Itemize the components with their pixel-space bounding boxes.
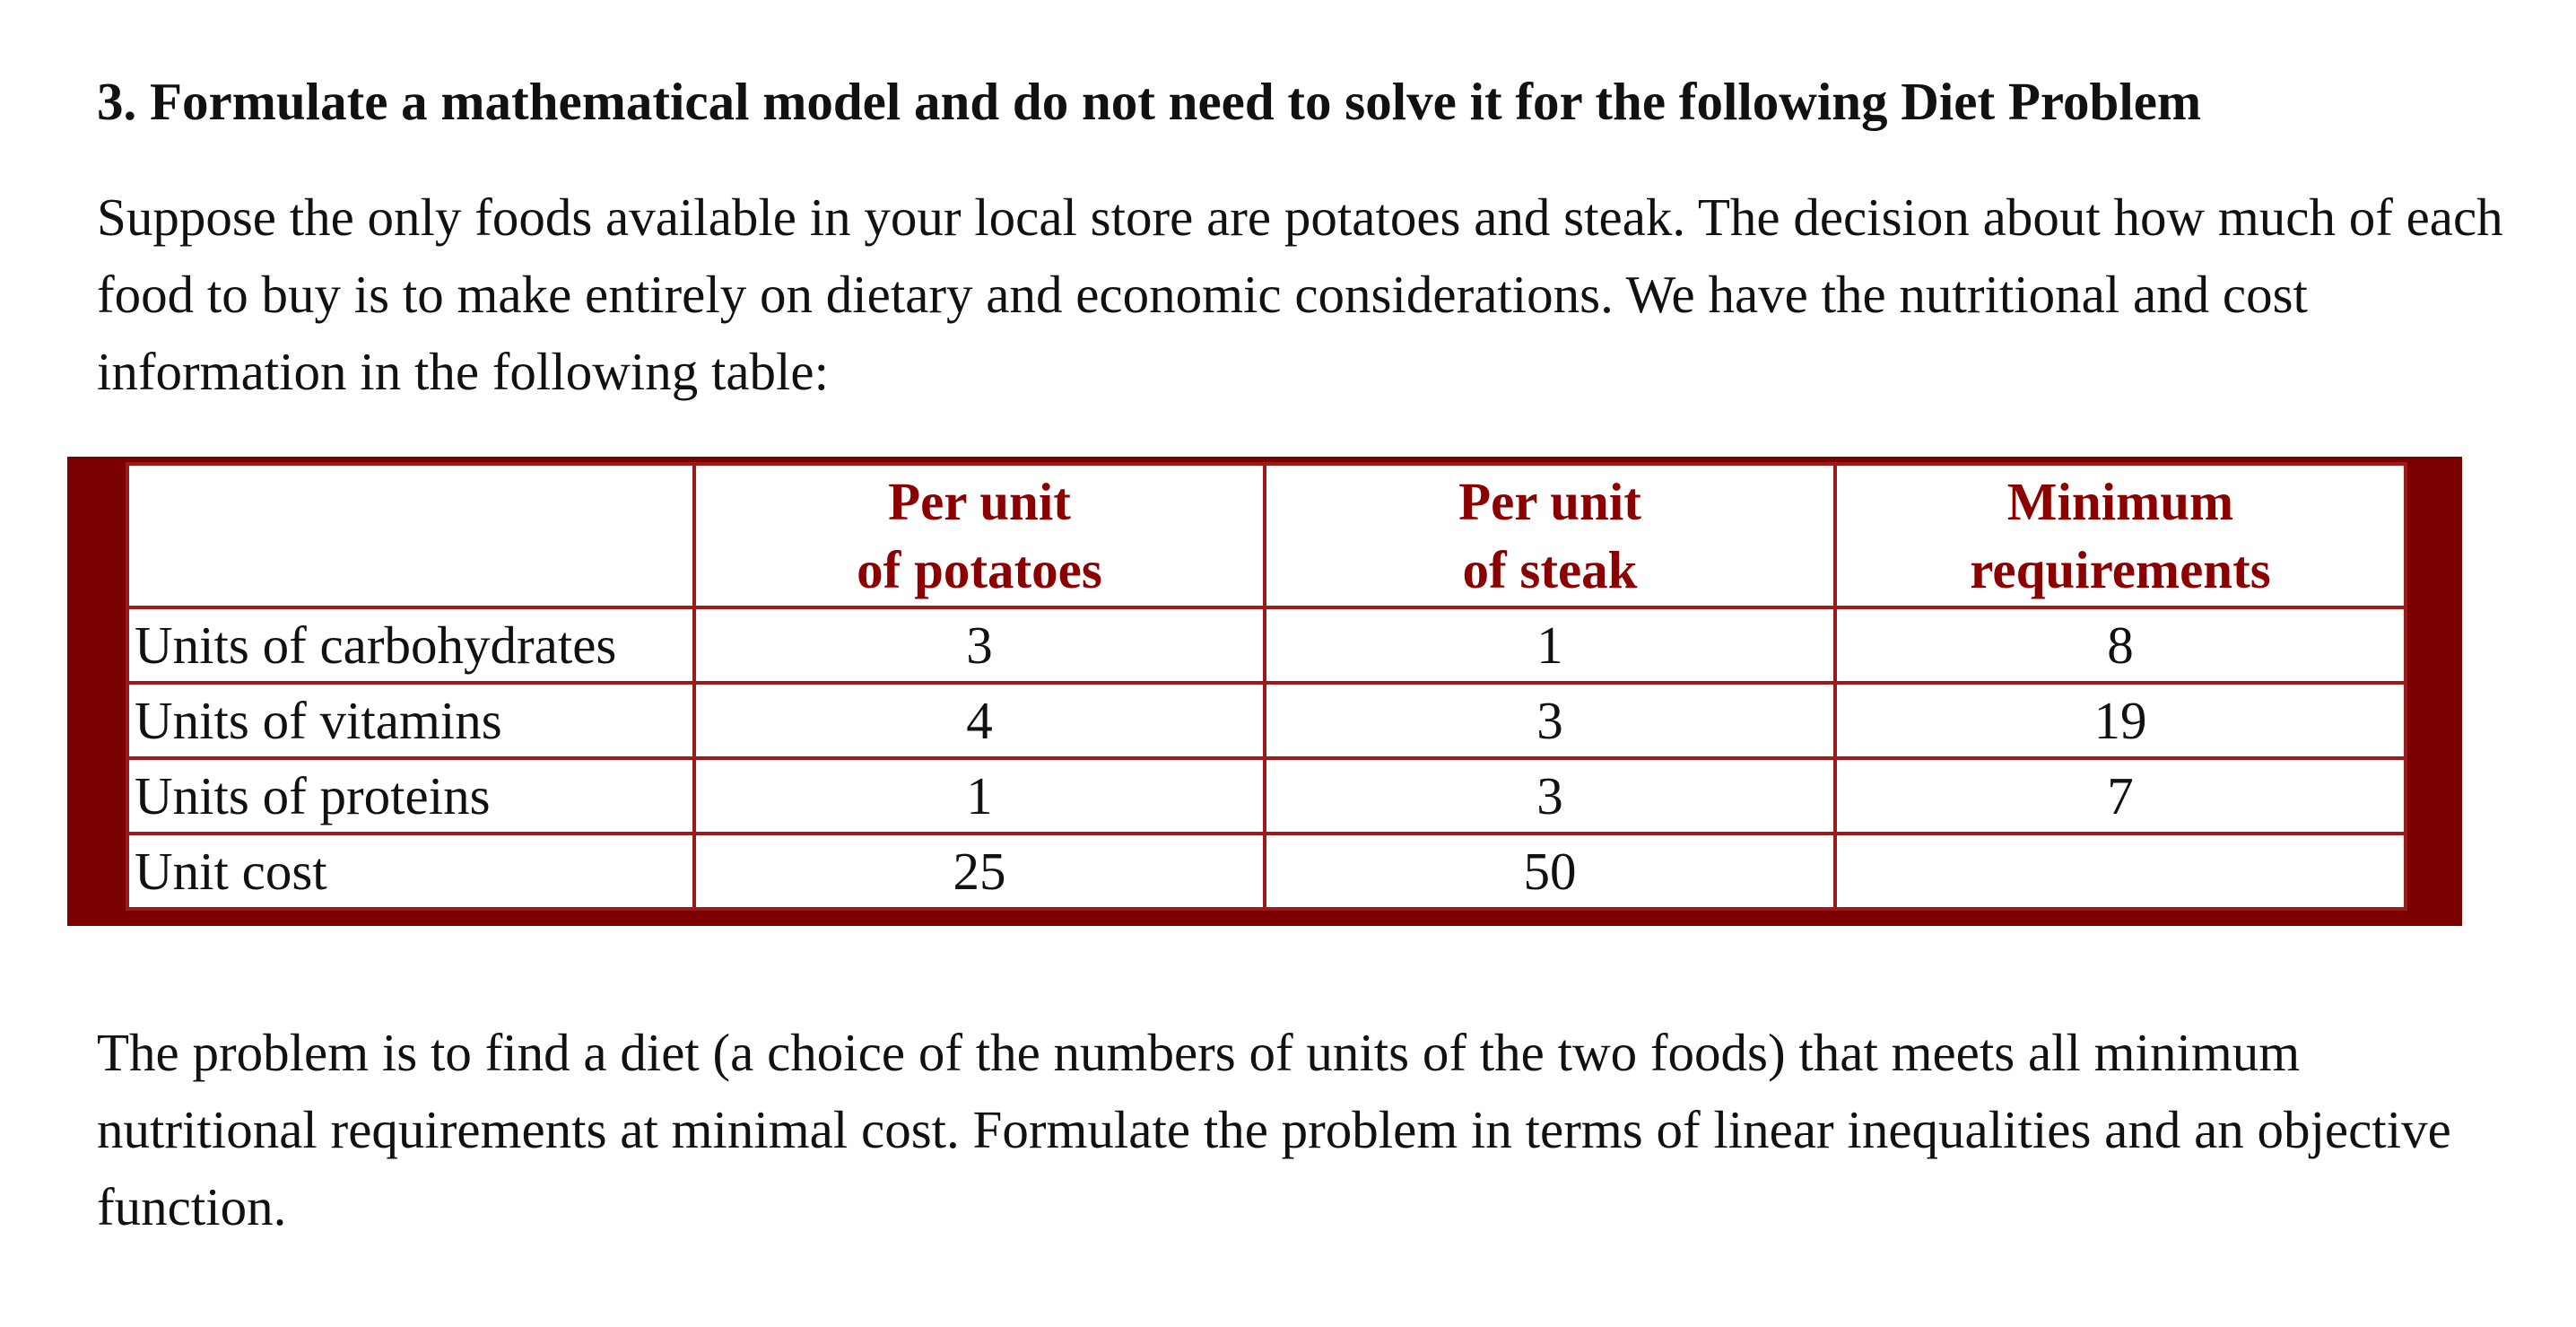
cell-cost-minimum [1835,834,2406,909]
header-potatoes-line1: Per unit [888,472,1071,531]
outro-paragraph: The problem is to find a diet (a choice of the numbers of units of the two foods) that meets all minimum nutritional requirements at minimal cost. Formulate the problem in terms of linear inequalities and an objective function. [97,1023,2451,1236]
table-header-row [127,464,2406,607]
problem-heading: 3. Formulate a mathematical model and do not need to solve it for the following Diet Problem [97,72,2202,131]
cell-vitamins-steak: 3 [1265,683,1835,758]
table-row [127,834,2406,909]
header-potatoes [694,464,1265,607]
cell-carbohydrates-potatoes: 3 [694,607,1265,683]
header-minimum-line2: requirements [1970,540,2271,599]
header-minimum [1835,464,2406,607]
intro-paragraph: Suppose the only foods available in your local store are potatoes and steak. The decision about how much of each food to buy is to make entirely on dietary and economic considerations. We have the nutritional and cost information in the following table: [97,188,2503,401]
table-row [127,758,2406,834]
table-row [127,607,2406,683]
table-row [127,683,2406,758]
cell-vitamins-potatoes: 4 [694,683,1265,758]
cell-carbohydrates-minimum: 8 [1835,607,2406,683]
header-corner-cell [127,464,694,607]
header-potatoes-line2: of potatoes [857,540,1102,599]
header-minimum-line1: Minimum [2006,472,2234,531]
cell-cost-steak: 50 [1265,834,1835,909]
header-steak-line1: Per unit [1458,472,1641,531]
cell-carbohydrates-steak: 1 [1265,607,1835,683]
row-label-vitamins: Units of vitamins [127,683,694,758]
nutrition-table [126,462,2407,911]
cell-cost-potatoes: 25 [694,834,1265,909]
header-steak-line2: of steak [1462,540,1638,599]
cell-proteins-potatoes: 1 [694,758,1265,834]
cell-vitamins-minimum: 19 [1835,683,2406,758]
cell-proteins-minimum: 7 [1835,758,2406,834]
row-label-unit-cost: Unit cost [127,834,694,909]
cell-proteins-steak: 3 [1265,758,1835,834]
row-label-proteins: Units of proteins [127,758,694,834]
header-steak [1265,464,1835,607]
row-label-carbohydrates: Units of carbohydrates [127,607,694,683]
nutrition-table-frame [67,457,2462,926]
